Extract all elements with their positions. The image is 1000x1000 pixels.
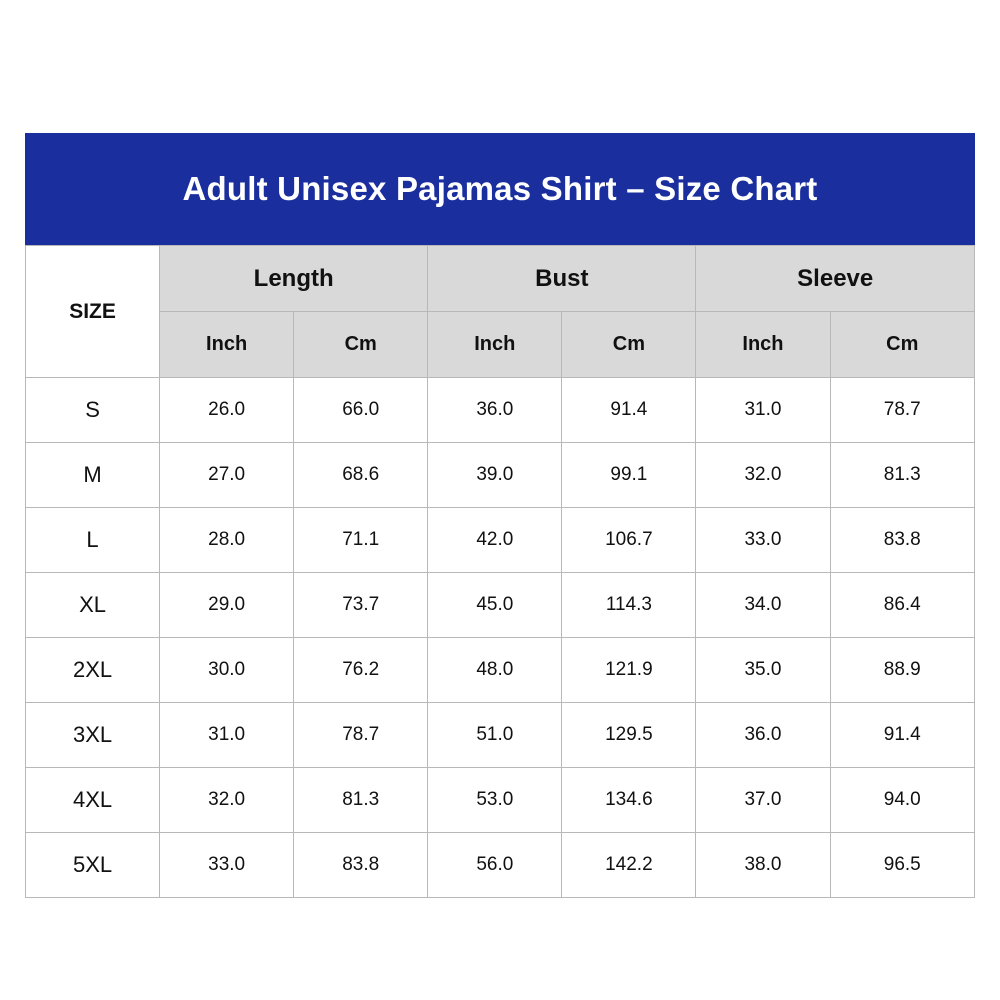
cell-length-cm: 78.7 [294, 703, 428, 768]
cell-size: 5XL [26, 833, 160, 898]
column-header-size: SIZE [26, 246, 160, 378]
cell-sleeve-inch: 34.0 [696, 573, 830, 638]
column-header-length-cm: Cm [294, 312, 428, 378]
cell-length-cm: 73.7 [294, 573, 428, 638]
table-row [26, 508, 975, 573]
table-row [26, 638, 975, 703]
table-body [26, 378, 975, 898]
cell-size: 2XL [26, 638, 160, 703]
cell-bust-inch: 51.0 [428, 703, 562, 768]
cell-length-inch: 29.0 [160, 573, 294, 638]
column-group-bust: Bust [428, 246, 696, 312]
cell-length-inch: 33.0 [160, 833, 294, 898]
cell-bust-cm: 91.4 [562, 378, 696, 443]
size-chart-container [25, 133, 975, 877]
chart-title-bar [25, 133, 975, 245]
cell-bust-inch: 36.0 [428, 378, 562, 443]
column-header-bust-cm: Cm [562, 312, 696, 378]
cell-bust-inch: 53.0 [428, 768, 562, 833]
cell-sleeve-cm: 81.3 [830, 443, 975, 508]
cell-size: 4XL [26, 768, 160, 833]
cell-length-cm: 76.2 [294, 638, 428, 703]
cell-bust-cm: 142.2 [562, 833, 696, 898]
cell-sleeve-inch: 37.0 [696, 768, 830, 833]
column-header-length-inch: Inch [160, 312, 294, 378]
table-row [26, 378, 975, 443]
cell-sleeve-cm: 96.5 [830, 833, 975, 898]
cell-bust-inch: 45.0 [428, 573, 562, 638]
cell-sleeve-cm: 86.4 [830, 573, 975, 638]
size-chart-table [25, 245, 975, 898]
cell-sleeve-inch: 35.0 [696, 638, 830, 703]
cell-length-inch: 32.0 [160, 768, 294, 833]
column-group-sleeve: Sleeve [696, 246, 975, 312]
table-row [26, 768, 975, 833]
column-group-length: Length [160, 246, 428, 312]
table-header [26, 246, 975, 378]
page-title: Adult Unisex Pajamas Shirt – Size Chart [182, 170, 818, 207]
cell-sleeve-inch: 32.0 [696, 443, 830, 508]
cell-sleeve-inch: 38.0 [696, 833, 830, 898]
cell-length-cm: 68.6 [294, 443, 428, 508]
cell-bust-cm: 129.5 [562, 703, 696, 768]
cell-size: S [26, 378, 160, 443]
cell-bust-inch: 48.0 [428, 638, 562, 703]
cell-length-cm: 71.1 [294, 508, 428, 573]
cell-sleeve-cm: 83.8 [830, 508, 975, 573]
cell-bust-cm: 106.7 [562, 508, 696, 573]
cell-size: L [26, 508, 160, 573]
cell-sleeve-cm: 91.4 [830, 703, 975, 768]
header-row-groups [26, 246, 975, 312]
cell-bust-cm: 99.1 [562, 443, 696, 508]
table-row [26, 573, 975, 638]
cell-length-inch: 28.0 [160, 508, 294, 573]
cell-size: XL [26, 573, 160, 638]
cell-bust-cm: 114.3 [562, 573, 696, 638]
cell-size: 3XL [26, 703, 160, 768]
cell-length-cm: 81.3 [294, 768, 428, 833]
cell-length-cm: 83.8 [294, 833, 428, 898]
table-row [26, 443, 975, 508]
cell-bust-inch: 39.0 [428, 443, 562, 508]
cell-sleeve-cm: 88.9 [830, 638, 975, 703]
cell-length-cm: 66.0 [294, 378, 428, 443]
table-row [26, 833, 975, 898]
cell-bust-inch: 56.0 [428, 833, 562, 898]
cell-length-inch: 31.0 [160, 703, 294, 768]
cell-bust-cm: 121.9 [562, 638, 696, 703]
cell-sleeve-cm: 94.0 [830, 768, 975, 833]
column-header-bust-inch: Inch [428, 312, 562, 378]
cell-length-inch: 27.0 [160, 443, 294, 508]
header-row-units [26, 312, 975, 378]
table-row [26, 703, 975, 768]
cell-size: M [26, 443, 160, 508]
cell-sleeve-inch: 31.0 [696, 378, 830, 443]
cell-sleeve-cm: 78.7 [830, 378, 975, 443]
cell-sleeve-inch: 33.0 [696, 508, 830, 573]
column-header-sleeve-inch: Inch [696, 312, 830, 378]
cell-bust-inch: 42.0 [428, 508, 562, 573]
cell-sleeve-inch: 36.0 [696, 703, 830, 768]
cell-length-inch: 26.0 [160, 378, 294, 443]
cell-bust-cm: 134.6 [562, 768, 696, 833]
cell-length-inch: 30.0 [160, 638, 294, 703]
column-header-sleeve-cm: Cm [830, 312, 975, 378]
